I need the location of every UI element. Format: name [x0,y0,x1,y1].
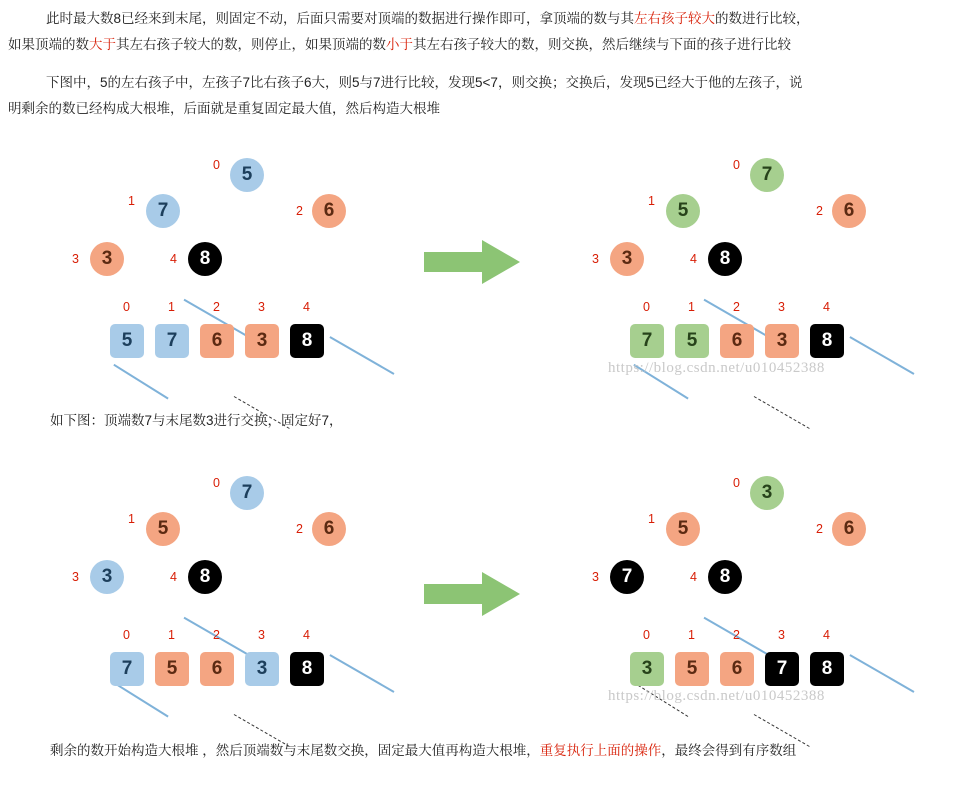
tree-node-index: 4 [170,252,177,266]
tree-node: 8 [188,560,222,594]
array-cell: 3 [245,324,279,358]
tree-node-index: 0 [213,476,220,490]
tree-node: 5 [146,512,180,546]
tree-node-index: 1 [128,194,135,208]
tree-node: 8 [708,560,742,594]
array-index: 1 [168,300,175,314]
paragraph-1-text-a: 此时最大数8已经来到末尾，则固定不动，后面只需要对顶端的数据进行操作即可，拿顶端的数与其 [46,11,635,26]
figure-2-right-array [630,628,900,694]
paragraph-1-highlight-less: 小于 [386,37,413,52]
paragraph-1-highlight-greater: 大于 [89,37,116,52]
array-cell: 5 [675,324,709,358]
tree-node: 3 [90,560,124,594]
array-cell: 7 [765,652,799,686]
tree-node: 6 [312,194,346,228]
tree-node-index: 2 [816,204,823,218]
tree-node: 7 [750,158,784,192]
array-cell: 6 [200,652,234,686]
array-index: 2 [213,300,220,314]
paragraph-1-line2-a: 如果顶端的数 [8,37,89,52]
paragraph-1-highlight-a: 左右孩子较大 [634,11,716,26]
edge-1-3 [113,364,168,399]
array-index: 3 [258,628,265,642]
tree-node: 7 [146,194,180,228]
array-cell: 5 [110,324,144,358]
figure-1-right-array [630,300,900,366]
tree-node-index: 2 [296,204,303,218]
transition-arrow-1 [424,240,520,284]
paragraph-1-text-b: 的数进行比较， [715,11,810,26]
arrow-head [482,572,520,616]
array-cell: 6 [720,652,754,686]
tree-node: 6 [832,194,866,228]
tree-node: 3 [610,242,644,276]
tree-node: 3 [90,242,124,276]
paragraph-2-text-2: 明剩余的数已经构成大根堆，后面就是重复固定最大值，然后构造大根堆 [8,101,440,116]
array-index: 1 [168,628,175,642]
paragraph-2-text-1: 下图中，5的左右孩子中，左孩子7比右孩子6大，则5与7进行比较，发现5<7，则交换；交换后，发现5已经大于他的左孩子，说 [46,75,803,90]
array-index: 1 [688,300,695,314]
tree-node-index: 0 [733,476,740,490]
paragraph-4-text-a: 剩余的数开始构造大根堆 ，然后顶端数与末尾数交换，固定最大值再构造大根堆， [50,743,540,758]
tree-node-index: 4 [690,252,697,266]
array-index: 4 [303,300,310,314]
array-cell: 5 [155,652,189,686]
tree-node-index: 3 [592,252,599,266]
paragraph-2-line-2 [8,96,944,122]
array-cell: 8 [290,652,324,686]
array-index: 4 [303,628,310,642]
paragraph-4-highlight: 重复执行上面的操作 [539,743,662,758]
array-cell: 7 [630,324,664,358]
array-cell: 3 [245,652,279,686]
tree-node: 5 [666,512,700,546]
tree-node: 5 [230,158,264,192]
tree-node: 8 [708,242,742,276]
paragraph-1-line2-c: 其左右孩子较大的数，则交换，然后继续与下面的孩子进行比较 [413,37,791,52]
array-index: 0 [643,300,650,314]
paragraph-2-line-1 [18,70,954,96]
tree-node-index: 1 [128,512,135,526]
watermark-1: https://blog.csdn.net/u010452388 [608,360,825,376]
array-cell: 6 [720,324,754,358]
paragraph-4 [50,738,970,764]
tree-node: 8 [188,242,222,276]
array-cell: 8 [290,324,324,358]
tree-node: 6 [312,512,346,546]
arrow-shaft [424,252,484,272]
array-cell: 5 [675,652,709,686]
array-index: 2 [733,628,740,642]
array-index: 0 [123,300,130,314]
tree-node-index: 4 [690,570,697,584]
array-index: 2 [213,628,220,642]
paragraph-3-text: 如下图：顶端数7与末尾数3进行交换，固定好7， [50,413,343,428]
array-index: 3 [778,300,785,314]
tree-node: 7 [610,560,644,594]
array-index: 0 [123,628,130,642]
tree-node-index: 3 [72,252,79,266]
array-cell: 3 [630,652,664,686]
array-cell: 6 [200,324,234,358]
tree-node-index: 1 [648,512,655,526]
array-cell: 8 [810,652,844,686]
transition-arrow-2 [424,572,520,616]
tree-node-index: 2 [296,522,303,536]
tree-node: 6 [832,512,866,546]
arrow-head [482,240,520,284]
tree-node: 3 [750,476,784,510]
array-index: 4 [823,628,830,642]
tree-node-index: 1 [648,194,655,208]
array-index: 3 [778,628,785,642]
tree-node-index: 2 [816,522,823,536]
paragraph-3 [50,408,950,434]
figure-2-left-array [110,628,380,694]
tree-node-index: 3 [592,570,599,584]
array-index: 4 [823,300,830,314]
array-cell: 3 [765,324,799,358]
array-index: 1 [688,628,695,642]
tree-node-index: 0 [733,158,740,172]
paragraph-4-text-b: ，最终会得到有序数组 [661,743,797,758]
tree-node-index: 0 [213,158,220,172]
paragraph-1-line-2 [8,32,958,58]
array-index: 2 [733,300,740,314]
figure-1-left-array [110,300,380,366]
array-cell: 8 [810,324,844,358]
tree-node: 5 [666,194,700,228]
tree-node-index: 3 [72,570,79,584]
watermark-2: https://blog.csdn.net/u010452388 [608,688,825,704]
tree-node: 7 [230,476,264,510]
arrow-shaft [424,584,484,604]
array-index: 0 [643,628,650,642]
paragraph-1-line2-b: 其左右孩子较大的数，则停止，如果顶端的数 [116,37,386,52]
array-index: 3 [258,300,265,314]
tree-node-index: 4 [170,570,177,584]
array-cell: 7 [110,652,144,686]
array-cell: 7 [155,324,189,358]
paragraph-1 [18,6,954,32]
